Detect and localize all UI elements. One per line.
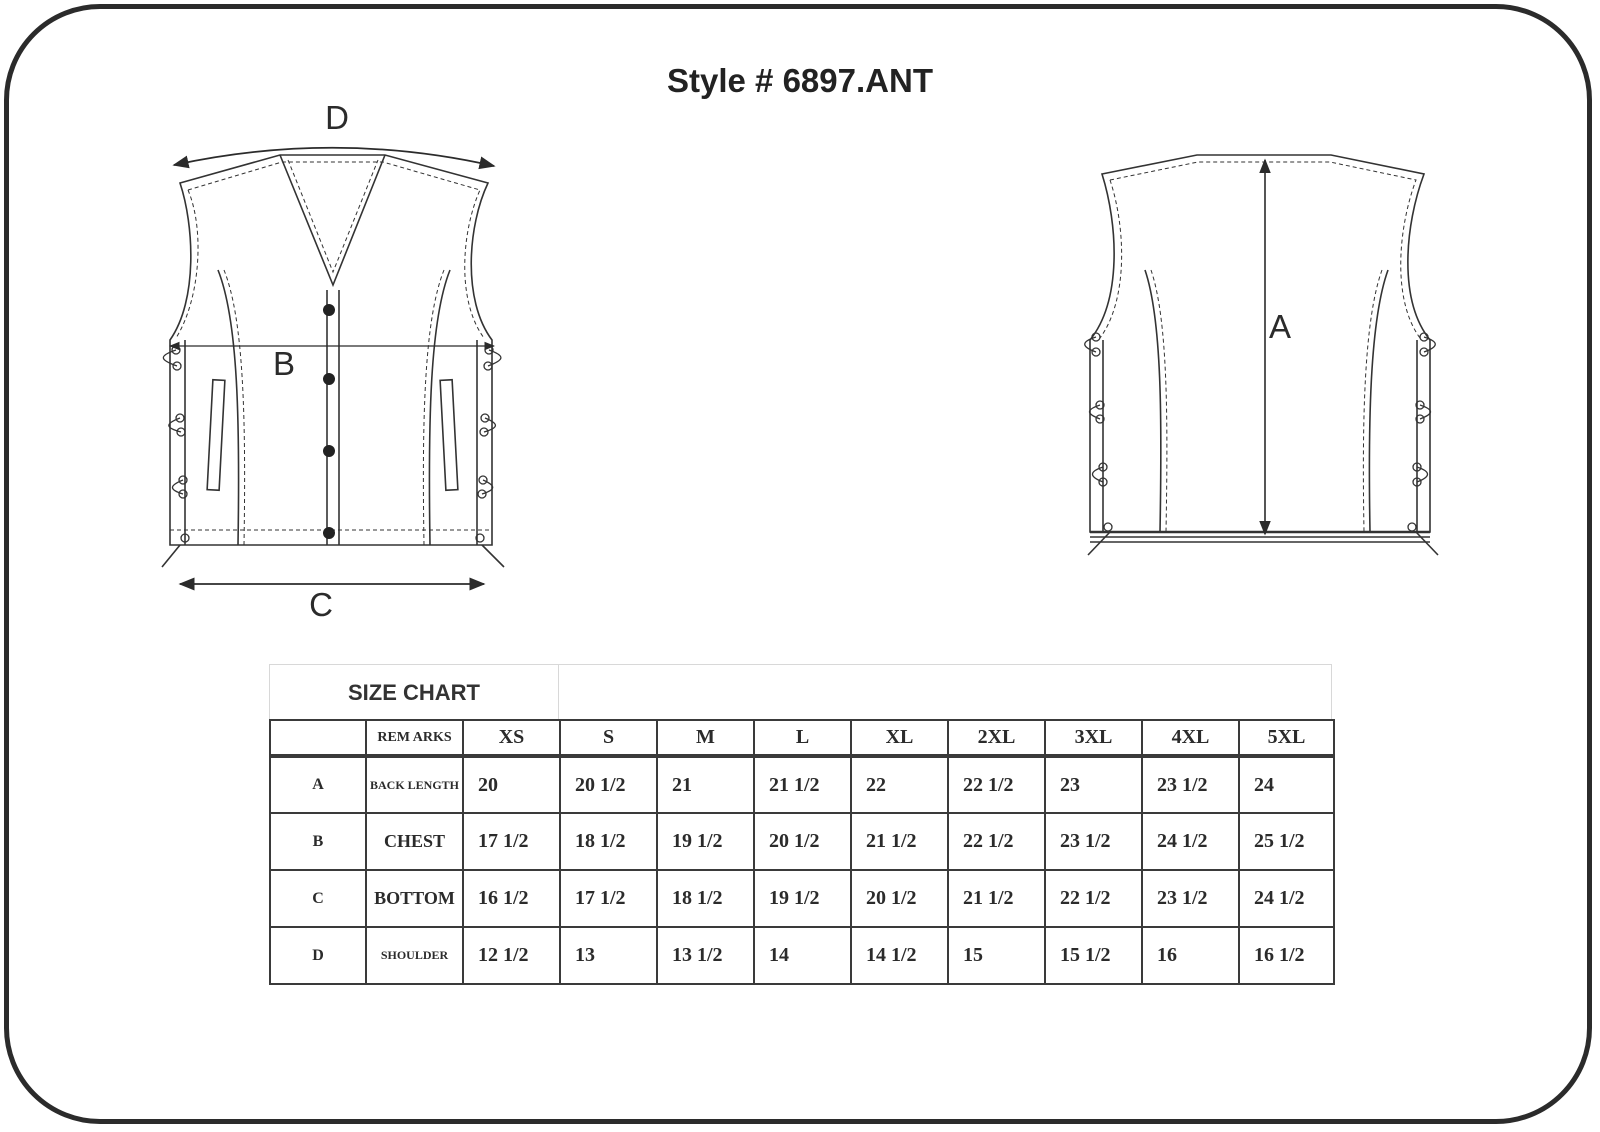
measure-value: 20 1/2	[754, 813, 851, 870]
measure-value: 21	[657, 756, 754, 813]
measure-b-label: B	[272, 345, 296, 382]
measure-value: 25 1/2	[1239, 813, 1334, 870]
measure-value: 24	[1239, 756, 1334, 813]
measure-value: 23 1/2	[1142, 870, 1239, 927]
measure-value: 19 1/2	[754, 870, 851, 927]
measure-code: C	[270, 870, 366, 927]
size-header: 3XL	[1045, 720, 1142, 756]
measure-value: 20 1/2	[560, 756, 657, 813]
measure-value: 22 1/2	[948, 813, 1045, 870]
size-header: 5XL	[1239, 720, 1334, 756]
corner-cell	[270, 720, 366, 756]
measure-value: 17 1/2	[560, 870, 657, 927]
measure-value: 18 1/2	[560, 813, 657, 870]
size-chart-header-divider	[558, 665, 559, 720]
measure-value: 24 1/2	[1239, 870, 1334, 927]
measure-d-arrow	[174, 148, 494, 166]
front-vest-diagram	[162, 155, 504, 567]
measure-value: 23 1/2	[1045, 813, 1142, 870]
measure-code: D	[270, 927, 366, 984]
size-chart-table	[269, 719, 1335, 985]
size-chart-header	[269, 664, 1332, 719]
measure-value: 14 1/2	[851, 927, 948, 984]
measure-value: 22 1/2	[948, 756, 1045, 813]
front-vest-outline	[170, 155, 492, 545]
measure-value: 18 1/2	[657, 870, 754, 927]
remarks-header: REM ARKS	[366, 720, 463, 756]
measure-value: 16 1/2	[463, 870, 560, 927]
front-right-pocket	[440, 380, 458, 490]
measure-name: CHEST	[366, 813, 463, 870]
front-left-panel-seam	[218, 270, 239, 545]
measure-name: BACK LENGTH	[366, 756, 463, 813]
measure-value: 24 1/2	[1142, 813, 1239, 870]
measure-value: 13 1/2	[657, 927, 754, 984]
measure-value: 19 1/2	[657, 813, 754, 870]
size-header: XL	[851, 720, 948, 756]
back-side-laces	[1085, 333, 1436, 531]
table-row	[270, 927, 1334, 984]
measure-c-label: C	[309, 586, 333, 623]
measure-value: 21 1/2	[754, 756, 851, 813]
measure-value: 16	[1142, 927, 1239, 984]
measure-value: 17 1/2	[463, 813, 560, 870]
measure-value: 12 1/2	[463, 927, 560, 984]
measure-code: A	[270, 756, 366, 813]
size-header: M	[657, 720, 754, 756]
front-button	[323, 304, 335, 316]
measure-value: 16 1/2	[1239, 927, 1334, 984]
front-buttons	[323, 304, 335, 539]
measure-value: 23	[1045, 756, 1142, 813]
size-header: 4XL	[1142, 720, 1239, 756]
size-header: L	[754, 720, 851, 756]
measure-value: 22 1/2	[1045, 870, 1142, 927]
front-button	[323, 373, 335, 385]
front-neckline	[280, 155, 385, 285]
measure-value: 15 1/2	[1045, 927, 1142, 984]
back-right-panel-seam	[1369, 270, 1388, 532]
measure-value: 15	[948, 927, 1045, 984]
front-left-pocket	[207, 380, 225, 490]
back-left-panel-seam	[1145, 270, 1161, 532]
measure-value: 23 1/2	[1142, 756, 1239, 813]
size-chart-title: SIZE CHART	[348, 680, 480, 705]
table-row	[270, 756, 1334, 813]
size-header: XS	[463, 720, 560, 756]
measure-d-label: D	[325, 99, 349, 136]
measure-code: B	[270, 813, 366, 870]
measure-value: 22	[851, 756, 948, 813]
front-button	[323, 445, 335, 457]
measure-value: 20 1/2	[851, 870, 948, 927]
table-row	[270, 813, 1334, 870]
front-measure-lines	[170, 148, 494, 584]
table-row	[270, 870, 1334, 927]
size-header-row	[270, 720, 1334, 756]
measure-value: 14	[754, 927, 851, 984]
measure-name: BOTTOM	[366, 870, 463, 927]
size-header: S	[560, 720, 657, 756]
back-vest-diagram	[1088, 155, 1438, 555]
measure-value: 21 1/2	[851, 813, 948, 870]
style-title: Style # 6897.ANT	[667, 62, 933, 99]
front-right-panel-seam	[429, 270, 450, 545]
measure-a-label: A	[1268, 308, 1292, 345]
measure-value: 21 1/2	[948, 870, 1045, 927]
measure-name: SHOULDER	[366, 927, 463, 984]
measure-value: 20	[463, 756, 560, 813]
front-button	[323, 527, 335, 539]
back-vest-outline	[1090, 155, 1430, 532]
size-header: 2XL	[948, 720, 1045, 756]
measure-value: 13	[560, 927, 657, 984]
